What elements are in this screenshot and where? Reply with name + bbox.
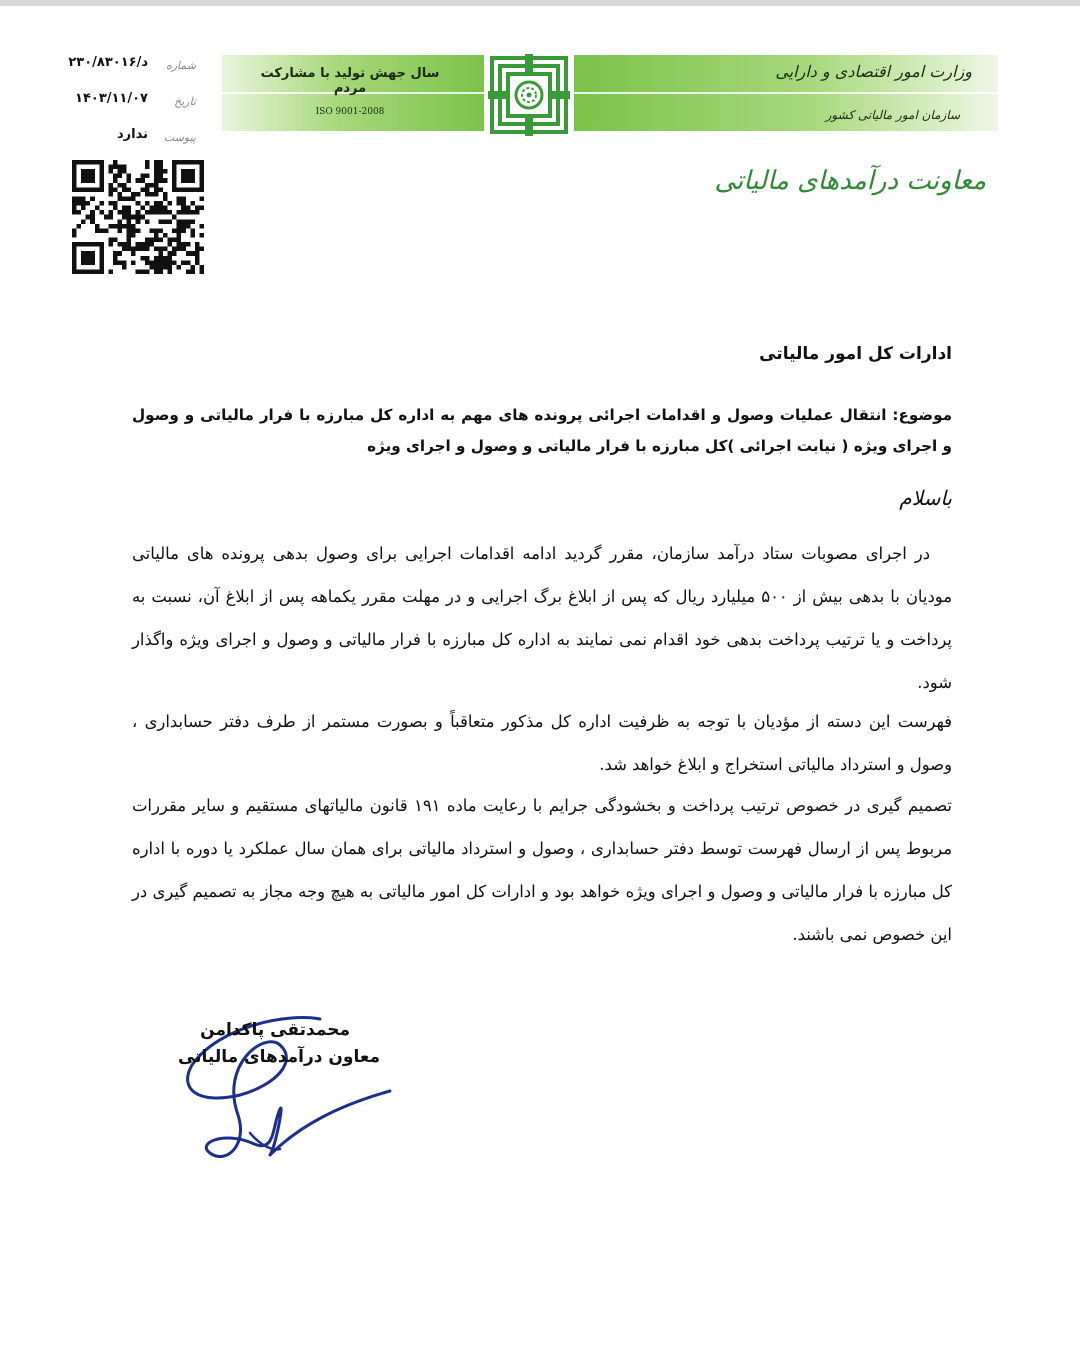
- body-paragraph: تصمیم گیری در خصوص ترتیب پرداخت و بخشودگی جرایم با رعایت ماده ۱۹۱ قانون مالیاتهای مستقیم و سایر مقررات مربوط پس از ارسال فهرست توسط دفتر حسابداری ، وصول و استرداد مالیاتی برای همان سال عملکرد یا دوره با اداره کل مبارزه با فرار مالیاتی و وصول و اجرای ویژه خواهد بود و ادارات کل امور مالیاتی به هیچ وجه مجاز به تصمیم گیری در این خصوص نمی باشند.: [132, 796, 952, 944]
- letter-meta: [46, 55, 196, 163]
- attachment-value: ندارد: [116, 127, 148, 142]
- number-row: [46, 55, 196, 91]
- recipient: ادارات کل امور مالیاتی: [759, 344, 952, 364]
- attachment-row: [46, 127, 196, 163]
- department-title: معاونت درآمدهای مالیاتی: [714, 166, 986, 196]
- tax-organization-emblem-icon: [486, 52, 572, 138]
- organization-name: سازمان امور مالیاتی کشور: [825, 108, 960, 122]
- greeting: باسلام: [899, 486, 952, 510]
- body-paragraph: در اجرای مصوبات ستاد درآمد سازمان، مقرر گردید ادامه اقدامات اجرایی برای وصول بدهی پرونده های مالیاتی مودیان با بدهی بیش از ۵۰۰ میلیارد ریال که پس از ابلاغ برگ اجرایی و در مهلت مقرر یکماهه پس از ابلاغ آن، نسبت به پرداخت و یا ترتیب پرداخت بدهی خود اقدام نمی نمایند به اداره کل مبارزه با فرار مالیاتی و وصول و اجرای ویژه واگذار شود.: [132, 544, 952, 692]
- number-value: د/۲۳۰/۸۳۰۱۶: [68, 55, 148, 70]
- date-row: [46, 91, 196, 127]
- number-label: شماره: [165, 59, 196, 72]
- date-label: تاریخ: [174, 95, 196, 108]
- year-slogan: سال جهش تولید با مشارکت مردم: [260, 66, 440, 96]
- attachment-label: پیوست: [163, 131, 196, 144]
- subject-line: موضوع: انتقال عملیات وصول و اقدامات اجرائی پرونده های مهم به اداره کل مبارزه با فرار مالیاتی و وصول و اجرای ویژه ( نیابت اجرائی )کل مبارزه با فرار مالیاتی و وصول و اجرای ویژه: [132, 406, 952, 455]
- body-paragraph: فهرست این دسته از مؤدیان با توجه به ظرفیت اداره کل مذکور متعاقباً و بصورت مستمر از طرف دفتر حسابداری ، وصول و استرداد مالیاتی استخراج و ابلاغ خواهد شد.: [132, 712, 952, 774]
- date-value: ۱۴۰۳/۱۱/۰۷: [75, 91, 148, 106]
- qr-code: [72, 160, 204, 274]
- iso-label: ISO 9001-2008: [315, 107, 385, 117]
- ministry-name: وزارت امور اقتصادی و دارایی: [775, 62, 972, 81]
- signatory-name: محمدتقی پاکدامن: [200, 1020, 350, 1040]
- top-border: [0, 0, 1080, 6]
- signatory-title: معاون درآمدهای مالیاتی: [177, 1047, 380, 1067]
